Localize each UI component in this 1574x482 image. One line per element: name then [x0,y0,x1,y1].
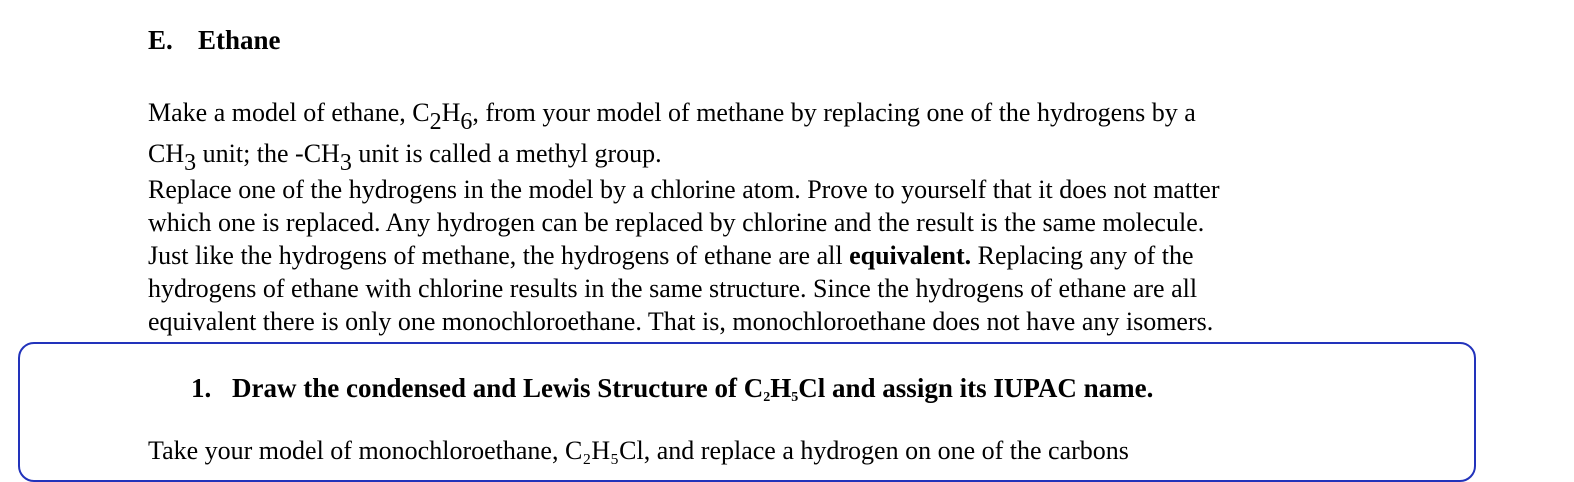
paragraph-line: which one is replaced. Any hydrogen can be replaced by chlorine and the result is the same molecule. [148,208,1205,237]
text-run: Make a model of ethane, C [148,98,430,127]
text-run: Draw the condensed and Lewis Structure of C [232,373,764,403]
text-run: Cl and assign its IUPAC name. [798,373,1154,403]
ethane-model-paragraph [148,92,1368,174]
section-heading [148,24,281,56]
paragraph-line: hydrogens of ethane with chlorine results in the same structure. Since the hydrogens of ethane are all [148,274,1198,303]
text-run: , from your model of methane by replacing one of the hydrogens by a [472,98,1196,127]
paragraph-line [148,92,1368,133]
paragraph-line: Replace one of the hydrogens in the model by a chlorine atom. Prove to yourself that it does not matter [148,175,1220,204]
paragraph-line: equivalent there is only one monochloroethane. That is, monochloroethane does not have any isomers. [148,307,1214,336]
subscript: 3 [184,150,197,176]
subscript: 5 [791,390,799,405]
paragraph-line [148,133,1368,174]
question-number: 1. [191,373,212,403]
section-title: Ethane [198,25,281,55]
bold-term: equivalent. [849,241,972,270]
subscript: 6 [460,109,473,135]
text-run: H [441,98,461,127]
subscript: 2 [763,390,771,405]
text-run: unit is called a methyl group. [351,139,662,168]
text-run: H [770,373,792,403]
text-run: CH [148,139,185,168]
text-run: Just like the hydrogens of methane, the hydrogens of ethane are all [148,241,850,270]
paragraph-line [148,239,1368,272]
chlorine-replacement-paragraph [148,173,1368,338]
text-run: unit; the -CH [196,139,340,168]
section-number: E. [148,25,173,55]
subscript: 2 [429,109,442,135]
cutoff-paragraph-line: Take your model of monochloroethane, C₂H₅Cl, and replace a hydrogen on one of the carbons [148,436,1129,465]
question-1 [191,371,1153,405]
text-run: Replacing any of the [971,241,1194,270]
subscript: 3 [339,150,352,176]
